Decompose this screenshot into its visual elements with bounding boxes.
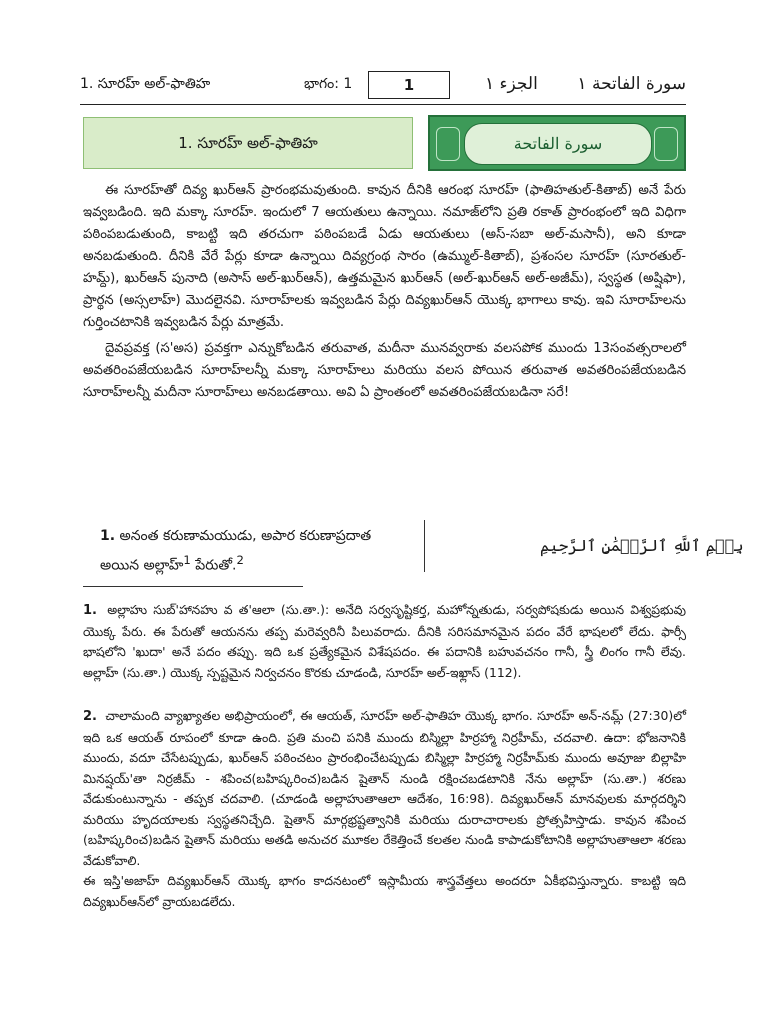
- verse-text-a: అనంత కరుణామయుడు, అపార కరుణాప్రదాత అయిన అల్లాహ్: [100, 528, 372, 574]
- verse-number: 1.: [100, 528, 116, 544]
- chapter-title: 1. సూరహ్ అల్-ఫాతిహ: [178, 134, 318, 152]
- ornament-right: [654, 127, 678, 161]
- verse-divider: [424, 520, 425, 572]
- verse-text-b: పేరుతో.: [195, 557, 237, 574]
- header-arabic-surah: سورة الفاتحة ١: [577, 74, 686, 94]
- basmala-arabic: بِسۡمِ ٱللَّهِ ٱلرَّحۡمَٰنِ ٱلرَّحِيمِ: [540, 536, 744, 555]
- footnote-ref-1[interactable]: 1: [183, 553, 191, 567]
- footnote-1-text: అల్లాహు సుబ్'హానహు వ త'ఆలా (సు.తా.): అనేది సర్వసృష్టికర్త, మహోన్నతుడు, సర్వపోషకుడు అయిన విశ్వప్రభువు యొక్క పేరు. ఈ పేరుతో ఆయనను తప్ప మరెవ్వరినీ పిలువరాదు. దీనికి సరిసమానమైన పదం వేరే భాషలలో లేదు. ఫార్సీ భాషలోని 'ఖుదా' అనే పదం తప్పు. ఇది ఒక ప్రత్యేకమైన విశేషపదం. ఈ పదానికి బహువచనం గానీ, స్త్రీ లింగం గానీ లేవు. అల్లాహ్ (సు.తా.) యొక్క స్పష్టమైన నిర్వచనం కొరకు చూడండి, సూరహ్ అల్-ఇఖ్లాస్ (112).: [83, 602, 686, 680]
- footnote-rule: [83, 586, 303, 587]
- footnote-ref-2[interactable]: 2: [236, 553, 244, 567]
- calligraphy-text: سورة الفاتحة: [464, 123, 652, 165]
- footnote-2-text: చాలామంది వ్యాఖ్యాతల అభిప్రాయంలో, ఈ ఆయత్, సూరహ్ అల్-ఫాతిహ యొక్క భాగం. సూరహ్ అన్-నమ్ల్ (27:30)లో ఇది ఒక ఆయత్ రూపంలో కూడా ఉంది. ప్రతి మంచి పనికి ముందు బిస్మిల్లా హిర్రహ్మా నిర్రహీమ్, చదవాలి. ఉదా: భోజనానికి ముందు, వదూ చేసేటప్పుడు, ఖుర్ఆన్ పఠించటం ప్రారంభించేటప్పుడు బిస్మిల్లా హిర్రహ్మా నిర్రహీమ్‌కు ముందు అవూజు బిల్లాహి మినష్షయ్'తా నిర్రజీమ్ - శపించ(బహిష్కరించ)బడిన షైతాన్ నుండి రక్షించబడటానికి నేను అల్లాహ్ (సు.తా.) శరణు వేడుకుంటున్నాను - తప్పక చదవాలి. (చూడండి అల్లాహుతాఆలా ఆదేశం, 16:98). దివ్యఖుర్ఆన్ మానవులకు మార్గదర్శిని మరియు హృదయాలకు స్వస్థతనిచ్చేది. షైతాన్ మార్గభ్రష్టత్వానికి మరియు దురాచారాలకు ప్రోత్సహిస్తాడు. కావున శపించ (బహిష్కరించ)బడిన షైతాన్ మరియు అతడి అనుచర మూకల రేకెత్తించే కలతల నుండి కాపాడుకోటానికి అల్లాహుతాఆలా శరణు వేడుకోవాలి.: [83, 708, 686, 868]
- page-number: 1: [368, 71, 450, 99]
- intro-paragraph-1: ఈ సూరహ్‌తో దివ్య ఖుర్ఆన్ ప్రారంభమవుతుంది. కావున దీనికి ఆరంభ సూరహ్ (ఫాతిహతుల్-కితాబ్) అనే పేరు ఇవ్వబడింది. ఇది మక్కా సూరహ్. ఇందులో 7 ఆయతులు ఉన్నాయి. నమాజ్‌లోని ప్రతి రకాత్ ప్రారంభంలో ఇది విధిగా పఠింపబడుతుంది, కాబట్టి ఇది తరచుగా పఠింపబడే ఏడు ఆయతులు (అస్-సబా అల్-మసానీ), అని కూడా అనబడుతుంది. దీనికి వేరే పేర్లు కూడా ఉన్నాయి దివ్యగ్రంథ సారం (ఉమ్ముల్-కితాబ్), ప్రశంసల సూరహ్ (సూరతుల్-హమ్ద్), ఖుర్ఆన్ పునాది (అసాస్ అల్-ఖుర్ఆన్), ఉత్తమమైన ఖుర్ఆన్ (అల్-ఖుర్ఆన్ అల్-అజీమ్), స్వస్థత (అష్షిఫా), ప్రార్థన (అస్సలాహ్) మొదలైనవి. సూరాహ్‌లకు ఇవ్వబడిన పేర్లు దివ్యఖుర్ఆన్ యొక్క భాగాలు కావు. ఇవి సూరాహ్‌లను గుర్తించటానికి ఇవ్వబడిన పేర్లు మాత్రమే.: [83, 183, 686, 330]
- header-rule: [80, 104, 686, 105]
- page-header: [80, 70, 686, 104]
- calligraphy-banner: [428, 115, 686, 171]
- header-part-label: భాగం: 1: [304, 76, 353, 92]
- footnote-1-number: 1.: [83, 603, 97, 618]
- chapter-title-box: [83, 117, 413, 169]
- footnote-2: [83, 706, 686, 912]
- intro-body: [83, 180, 686, 404]
- verse-1: [100, 524, 410, 578]
- footnote-1: [83, 600, 686, 683]
- ornament-left: [436, 127, 460, 161]
- header-arabic-juz: الجزء ١: [485, 74, 538, 94]
- header-surah-title: 1. సూరహ్ అల్-ఫాతిహ: [80, 76, 211, 92]
- intro-paragraph-2: దైవప్రవక్త (స'అస) ప్రవక్తగా ఎన్నుకోబడిన తరువాత, మదీనా మునవ్వరాకు వలసపోక ముందు 13సంవత్సరాలలో అవతరింపజేయబడిన సూరాహ్‌లన్నీ మక్కా సూరాహ్‌లు మరియు వలస పోయిన తరువాత అవతరింపజేయబడిన సూరాహ్‌లన్నీ మదీనా సూరాహ్‌లు అనబడతాయి. అవి ఏ ప్రాంతంలో అవతరింపజేయబడినా సరే!: [83, 341, 686, 400]
- footnote-2-tail: ఈ ఇస్తి'అజాహ్ దివ్యఖుర్ఆన్ యొక్క భాగం కాదనటంలో ఇస్లామీయ శాస్త్రవేత్తలు అందరూ ఏకీభవిస్తున్నారు. కాబట్టి ఇది దివ్యఖుర్ఆన్‌లో వ్రాయబడలేదు.: [83, 873, 686, 909]
- footnote-2-number: 2.: [83, 709, 97, 724]
